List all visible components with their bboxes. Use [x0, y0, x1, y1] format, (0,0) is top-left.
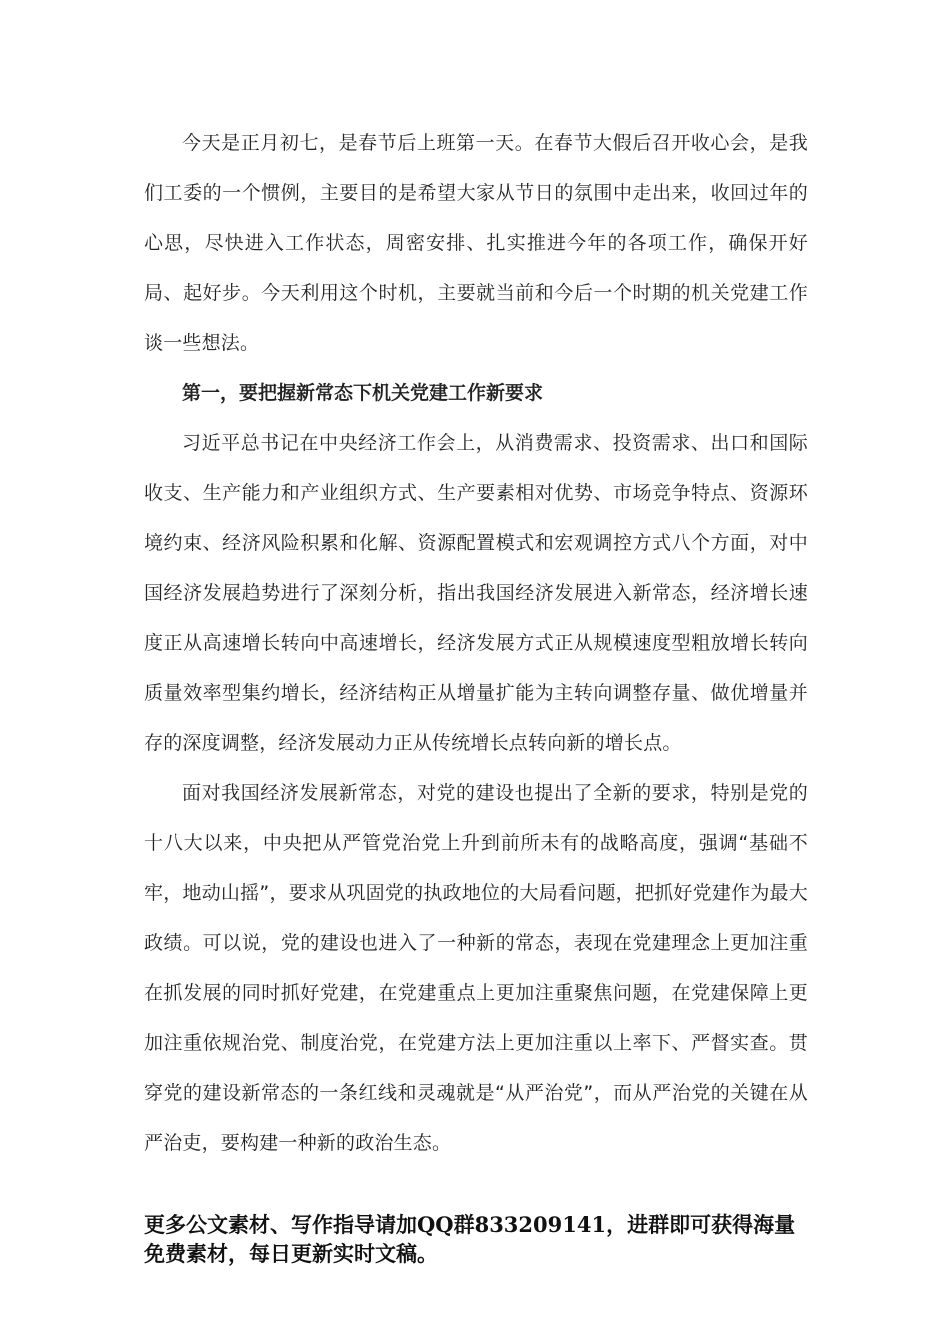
section-heading: 第一，要把握新常态下机关党建工作新要求	[182, 382, 544, 404]
section-paragraph-2: 面对我国经济发展新常态，对党的建设也提出了全新的要求，特别是党的十八大以来，中央把从严管党治党上升到前所未有的战略高度，强调“基础不牢，地动山摇”，要求从巩固党的执政地位的大局看问题，把抓好党建作为最大政绩。可以说，党的建设也进入了一种新的常态，表现在党建理念上更加注重在抓发展的同时抓好党建，在党建重点上更加注重聚焦问题，在党建保障上更加注重依规治党、制度治党，在党建方法上更加注重以上率下、严督实查。贯穿党的建设新常态的一条红线和灵魂就是“从严治党”，而从严治党的关键在从严治吏，要构建一种新的政治生态。	[144, 782, 808, 1154]
intro-paragraph: 今天是正月初七，是春节后上班第一天。在春节大假后召开收心会，是我们工委的一个惯例，主要目的是希望大家从节日的氛围中走出来，收回过年的心思，尽快进入工作状态，周密安排、扎实推进今年的各项工作，确保开好局、起好步。今天利用这个时机，主要就当前和今后一个时期的机关党建工作谈一些想法。	[144, 132, 808, 354]
section-paragraph-1: 习近平总书记在中央经济工作会上，从消费需求、投资需求、出口和国际收支、生产能力和产业组织方式、生产要素相对优势、市场竞争特点、资源环境约束、经济风险积累和化解、资源配置模式和宏观调控方式八个方面，对中国经济发展趋势进行了深刻分析，指出我国经济发展进入新常态，经济增长速度正从高速增长转向中高速增长，经济发展方式正从规模速度型粗放增长转向质量效率型集约增长，经济结构正从增量扩能为主转向调整存量、做优增量并存的深度调整，经济发展动力正从传统增长点转向新的增长点。	[144, 432, 808, 754]
document-body	[144, 118, 808, 1168]
footer-promo-note: 更多公文素材、写作指导请加QQ群833209141，进群即可获得海量免费素材，每日更新实时文稿。	[144, 1212, 796, 1266]
